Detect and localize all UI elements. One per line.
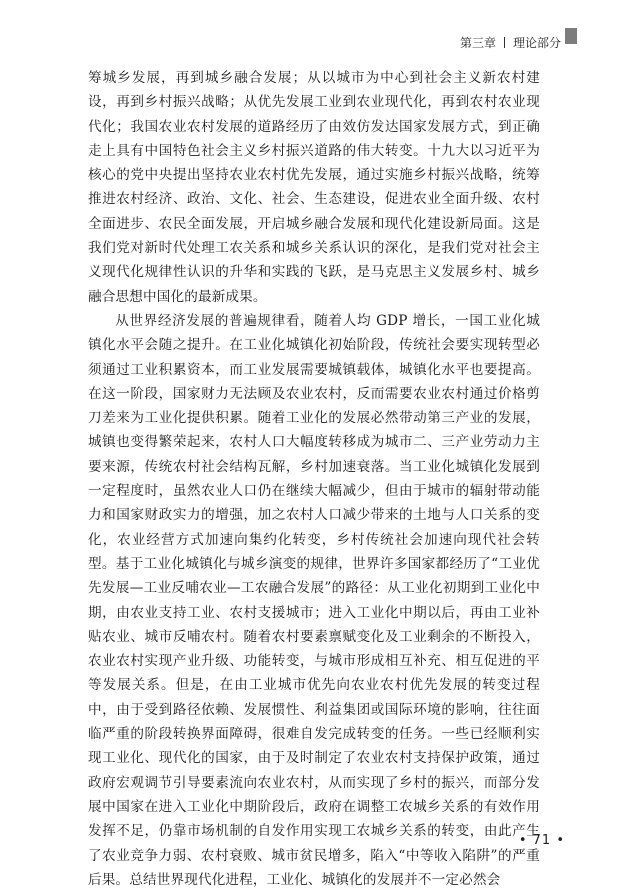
header-divider [504,37,505,48]
section-label: 理论部分 [512,36,561,50]
header-tab-marker [565,28,577,44]
paragraph-continued: 筹城乡发展，再到城乡融合发展；从以城市为中心到社会主义新农村建设，再到乡村振兴战略；从优先发展工业到农业现代化，再到农村农业现代化；我国农业农村发展的道路经历了由效仿发达国家发展方式，到正确走上具有中国特色社会主义乡村振兴道路的伟大转变。十九大以习近平为核心的党中央提出坚持农业农村优先发展，通过实施乡村振兴战略，统筹推进农村经济、政治、文化、社会、生态建设，促进农业全面升级、农村全面进步、农民全面发展，开启城乡融合发展和现代化建设新局面。这是我们党对新时代处理工农关系和城乡关系认识的深化，是我们党对社会主义现代化规律性认识的升华和实践的飞跃，是马克思主义发展乡村、城乡融合思想中国化的最新成果。 [88,70,540,305]
chapter-label: 第三章 [459,36,496,50]
paragraph: 从世界经济发展的普遍规律看，随着人均 GDP 增长，一国工业化城镇化水平会随之提升。在工业化城镇化初始阶段，传统社会要实现转型必须通过工业积累资本，而工业发展需要城镇载体，城镇化水平也要提高。在这一阶段，国家财力无法顾及农业农村，反而需要农业农村通过价格剪刀差来为工业化提供积累。随着工业化的发展必然带动第三产业的发展，城镇也变得繁荣起来，农村人口大幅度转移成为城市二、三产业劳动力主要来源，传统农村社会结构瓦解，乡村加速衰落。当工业化城镇化发展到一定程度时，虽然农业人口仍在继续大幅减少，但由于城市的辐射带动能力和国家财政实力的增强，加之农村人口减少带来的土地与人口关系的变化，农业经营方式加速向集约化转变，乡村传统社会加速向现代社会转型。基于工业化城镇化与城乡演变的规律，世界许多国家都经历了“工业优先发展—工业反哺农业—工农融合发展”的路径：从工业化初期到工业化中期，由农业支持工业、农村支援城市；进入工业化中期以后，再由工业补贴农业、城市反哺农村。随着农村要素禀赋变化及工业剩余的不断投入，农业农村实现产业升级、功能转变，与城市形成相互补充、相互促进的平等发展关系。但是，在由工业城市优先向农业农村优先发展的转变过程中，由于受到路径依赖、发展惯性、利益集团或国际环境的影响，往往面临严重的阶段转换界面障碍，很难自发完成转变的任务。一些已经顺利实现工业化、现代化的国家，由于及时制定了农业农村支持保护政策，通过政府宏观调节引导要素流向农业农村，从而实现了乡村的振兴，而部分发展中国家在进入工业化中期阶段后，政府在调整工农城乡关系的有效作用发挥不足，仍靠市场机制的自发作用实现工农城乡关系的转变，由此产生了农业竞争力弱、农村衰败、城市贫民增多，陷入“中等收入陷阱”的严重后果。总结世界现代化进程，工业化、城镇化的发展并不一定必然会 [88,312,540,888]
running-head [460,34,561,51]
page-number: • 71 • [518,833,565,848]
body-text [88,66,540,892]
